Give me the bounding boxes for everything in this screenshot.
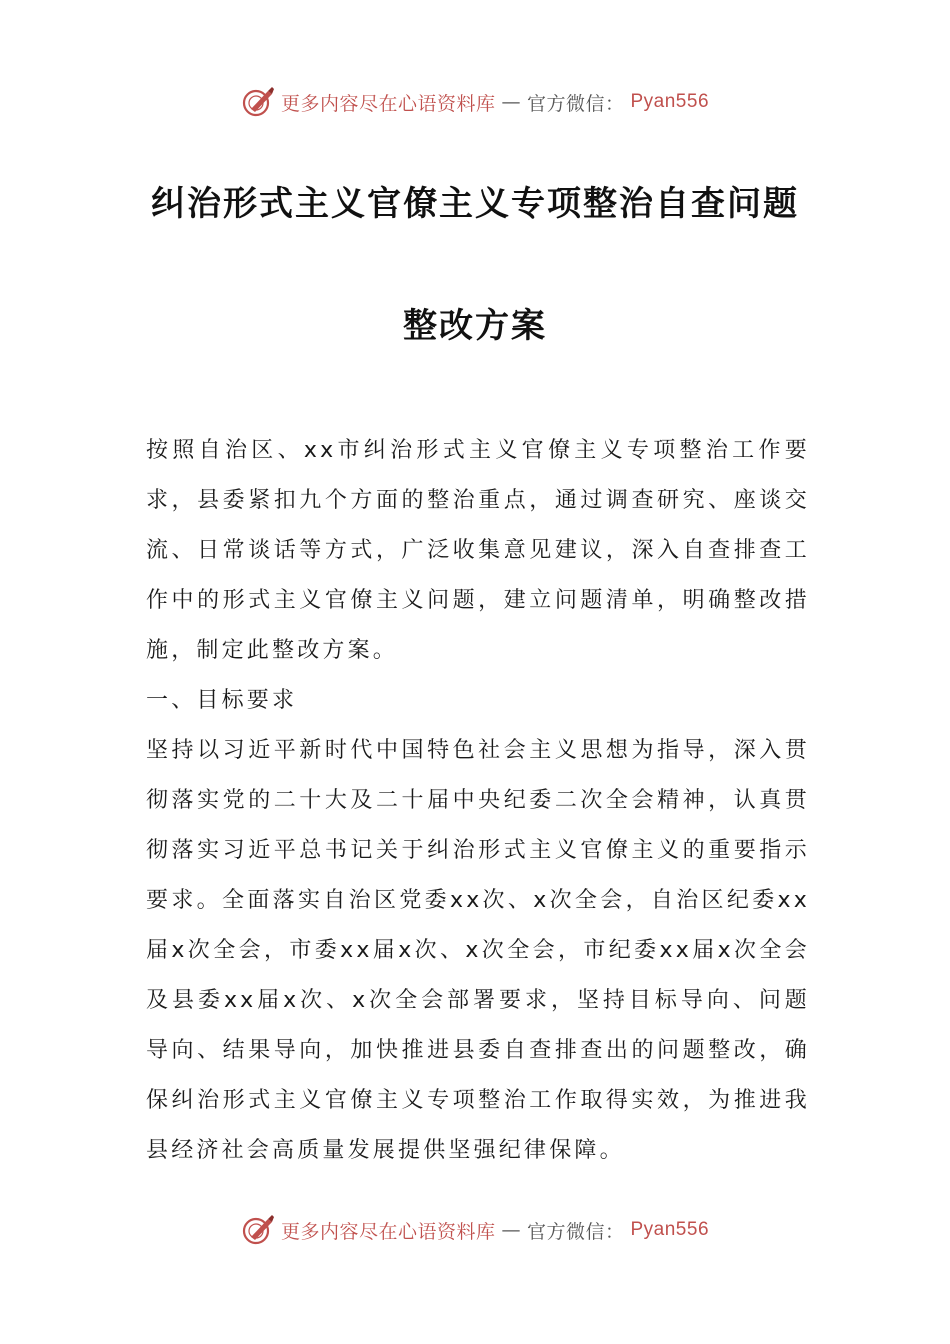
banner-dash: —: [501, 1219, 521, 1241]
banner-wechat-id: Pyan556: [630, 91, 710, 112]
banner-sub-text: 官方微信：: [526, 1220, 625, 1243]
pen-nib-logo-icon: [241, 85, 275, 119]
banner-wechat-id: Pyan556: [630, 1219, 710, 1240]
banner-dash: —: [501, 91, 521, 113]
document-body: [146, 426, 810, 1176]
body-paragraph: 坚持以习近平新时代中国特色社会主义思想为指导，深入贯彻落实党的二十大及二十届中央纪委二次全会精神，认真贯彻落实习近平总书记关于纠治形式主义官僚主义的重要指示要求。全面落实自治区党委xx次、x次全会，自治区纪委xx届x次全会，市委xx届x次、x次全会，市纪委xx届x次全会及县委xx届x次、x次全会部署要求，坚持目标导向、问题导向、结果导向，加快推进县委自查排查出的问题整改，确保纠治形式主义官僚主义专项整治工作取得实效，为推进我县经济社会高质量发展提供坚强纪律保障。: [146, 738, 810, 1163]
footer-banner: [0, 1208, 950, 1252]
banner-main-text: 更多内容尽在心语资料库: [280, 1220, 496, 1243]
document-title-line2: 整改方案: [403, 306, 547, 346]
banner-sub-text: 官方微信：: [526, 92, 625, 115]
banner-main-text: 更多内容尽在心语资料库: [280, 92, 496, 115]
document-title-line1: 纠治形式主义官僚主义专项整治自查问题: [151, 184, 799, 224]
section-heading: 一、目标要求: [146, 688, 298, 713]
header-banner: [0, 80, 950, 124]
intro-paragraph: 按照自治区、xx市纠治形式主义官僚主义专项整治工作要求，县委紧扣九个方面的整治重点，通过调查研究、座谈交流、日常谈话等方式，广泛收集意见建议，深入自查排查工作中的形式主义官僚主义问题，建立问题清单，明确整改措施，制定此整改方案。: [146, 438, 810, 663]
pen-nib-logo-icon: [241, 1213, 275, 1247]
